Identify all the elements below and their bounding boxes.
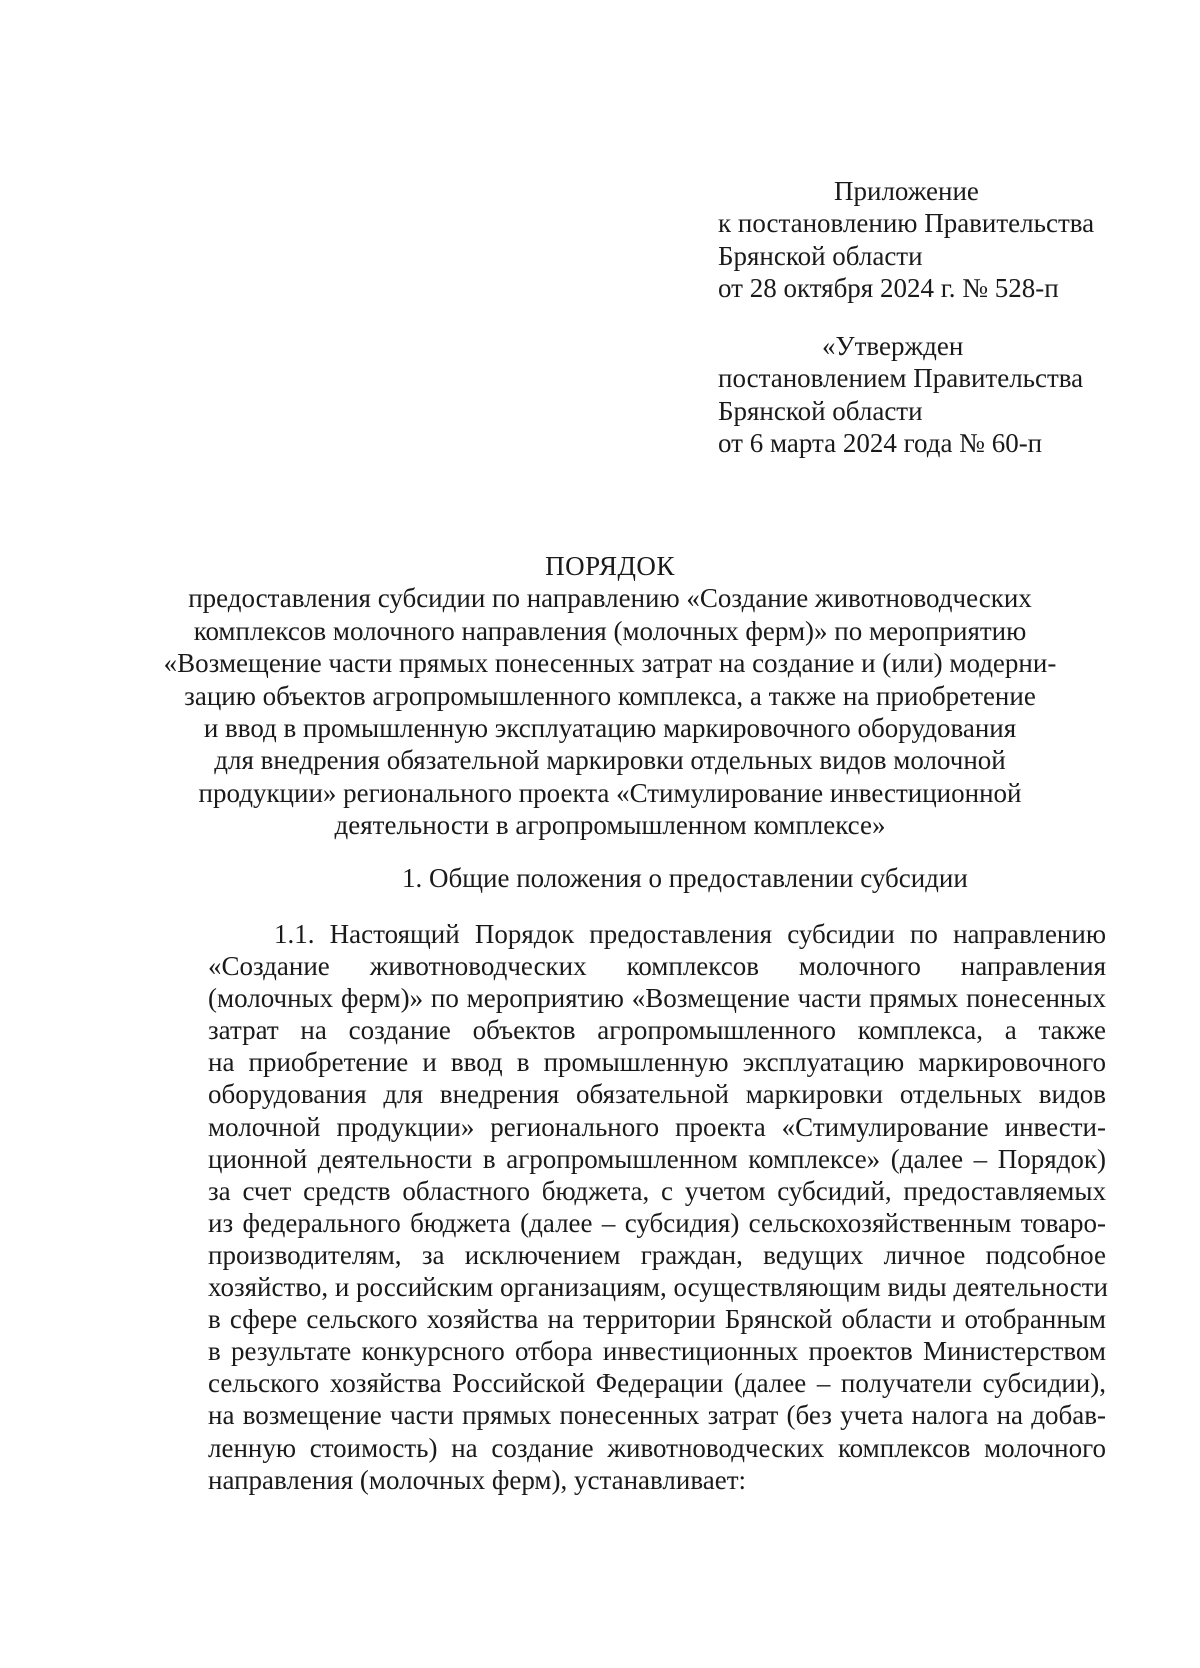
paragraph-line: «Создание животноводческих комплексов молочного направления: [208, 951, 1106, 982]
appendix-line: Брянской области: [718, 240, 923, 271]
paragraph-line: в сфере сельского хозяйства на территории Брянской области и отобранным: [208, 1304, 1106, 1335]
paragraph-line: 1.1. Настоящий Порядок предоставления субсидии по направлению: [274, 919, 1106, 949]
paragraph-1-1: [208, 918, 1106, 1496]
paragraph-line: (молочных ферм)» по мероприятию «Возмещение части прямых понесенных: [208, 983, 1106, 1014]
appendix-line: к постановлению Правительства: [718, 208, 1095, 239]
approval-line: Брянской области: [718, 395, 923, 426]
paragraph-line: на возмещение части прямых понесенных затрат (без учета налога на добав-: [208, 1400, 1106, 1431]
paragraph-line: ленную стоимость) на создание животноводческих комплексов молочного: [208, 1432, 1106, 1463]
paragraph-line: хозяйство, и российским организациям, осуществляющим виды деятельности: [208, 1272, 1108, 1303]
appendix-line: от 28 октября 2024 г. № 528-п: [718, 273, 1059, 304]
appendix-header: [718, 175, 1158, 305]
paragraph-line: из федерального бюджета (далее – субсидия) сельскохозяйственным товаро-: [208, 1207, 1106, 1238]
title-line: «Возмещение части прямых понесенных затрат на создание и (или) модерни-: [163, 648, 1057, 679]
approval-header: [718, 330, 1158, 460]
title-line: для внедрения обязательной маркировки отдельных видов молочной: [214, 745, 1006, 776]
title-line: продукции» регионального проекта «Стимулирование инвестиционной: [198, 777, 1022, 808]
approval-line: постановлением Правительства: [718, 363, 1084, 394]
paragraph-line: за счет средств областного бюджета, с учетом субсидий, предоставляемых: [208, 1175, 1106, 1206]
paragraph-line: на приобретение и ввод в промышленную эксплуатацию маркировочного: [208, 1047, 1106, 1078]
appendix-title: Приложение: [834, 176, 979, 206]
paragraph-line: молочной продукции» регионального проекта «Стимулирование инвести-: [208, 1111, 1106, 1142]
title-main: ПОРЯДОК: [545, 551, 675, 581]
paragraph-line: сельского хозяйства Российской Федерации (далее – получатели субсидии),: [208, 1368, 1106, 1399]
paragraph-line: затрат на создание объектов агропромышленного комплекса, а также: [208, 1015, 1106, 1046]
title-line: комплексов молочного направления (молочных ферм)» по мероприятию: [193, 615, 1027, 646]
title-line: деятельности в агропромышленном комплексе»: [334, 810, 886, 841]
approval-line: от 6 марта 2024 года № 60-п: [718, 428, 1043, 459]
paragraph-line: ционной деятельности в агропромышленном комплексе» (далее – Порядок): [208, 1143, 1106, 1174]
title-line: предоставления субсидии по направлению «Создание животноводческих: [188, 583, 1032, 614]
document-title: [150, 550, 1070, 842]
approval-title: «Утвержден: [822, 331, 964, 361]
paragraph-line: в результате конкурсного отбора инвестиционных проектов Министерством: [208, 1336, 1106, 1367]
title-line: зацию объектов агропромышленного комплекса, а также на приобретение: [184, 680, 1036, 711]
section-heading: 1. Общие положения о предоставлении субсидии: [402, 863, 968, 893]
paragraph-line: направления (молочных ферм), устанавливает:: [208, 1464, 746, 1495]
paragraph-line: оборудования для внедрения обязательной маркировки отдельных видов: [208, 1079, 1106, 1110]
title-line: и ввод в промышленную эксплуатацию маркировочного оборудования: [203, 712, 1017, 743]
paragraph-line: производителям, за исключением граждан, ведущих личное подсобное: [208, 1239, 1106, 1270]
